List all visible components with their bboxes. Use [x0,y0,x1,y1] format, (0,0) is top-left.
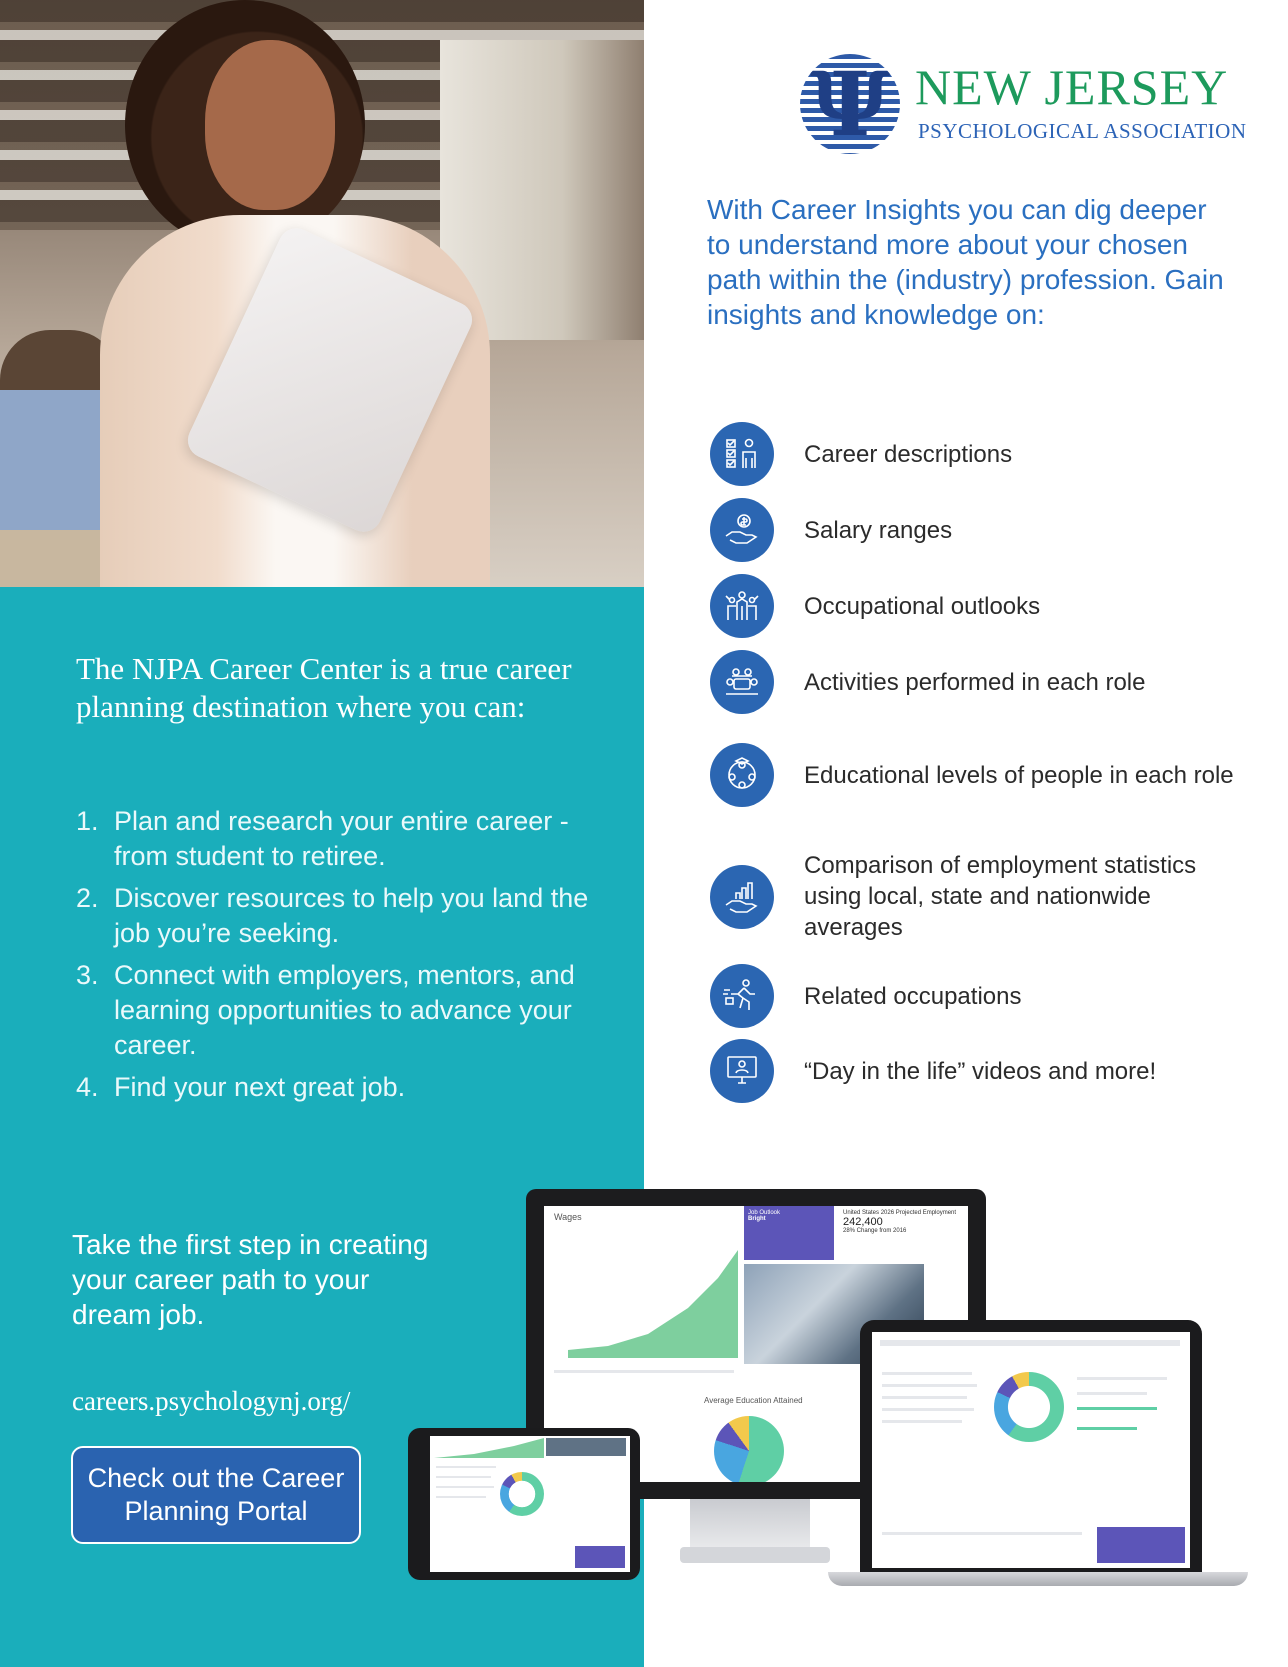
feature-label: Career descriptions [804,440,1013,468]
people-group-icon [710,574,774,638]
tablet-screen [430,1436,630,1572]
text-line [882,1420,962,1423]
education-title: Average Education Attained [704,1396,803,1405]
tablet-area-chart [434,1438,544,1458]
laptop-screen [872,1332,1190,1568]
logo-subtitle: PSYCHOLOGICAL ASSOCIATION [918,119,1247,143]
monitor-person-icon [710,1039,774,1103]
step-text: Plan and research your entire career - from student to retiree. [114,806,569,871]
feature-label: Comparison of employment statistics using local, state and nationwide averages [804,852,1197,941]
laptop-mockup [860,1320,1202,1574]
intro-text: With Career Insights you can dig deeper to understand more about your chosen path within the (industry) profession. Gain insights and knowledge on: [707,194,1224,330]
step-number: 2. [76,883,99,913]
step-text: Find your next great job. [114,1072,406,1102]
feature-salary-ranges [710,498,1250,562]
projected-employment-card [839,1206,964,1260]
graduate-circle-icon [710,743,774,807]
education-donut-chart [714,1416,784,1482]
feature-educational-levels [710,743,1250,807]
feature-label: Activities performed in each role [804,668,1146,696]
list-item [76,1070,596,1105]
text-line [436,1486,494,1488]
wages-title: Wages [554,1212,582,1222]
feature-label: “Day in the life” videos and more! [804,1057,1157,1085]
cta-text: Take the first step in creating your career path to your dream job. [72,1229,429,1330]
hero-photo [0,0,644,587]
text-line [882,1532,1082,1535]
coaching-card [1097,1527,1185,1563]
text-line [882,1408,974,1411]
bar-line [1077,1427,1137,1430]
text-line [882,1384,977,1387]
laptop-tabs [880,1340,1180,1346]
text-line [436,1466,496,1468]
list-item [76,881,596,951]
feature-occupational-outlooks [710,574,1250,638]
projected-label: United States 2026 Projected Employment [843,1210,957,1216]
steps-list [76,804,596,1112]
feature-related-occupations [710,964,1250,1028]
outlook-title: Job Outlook [748,1210,781,1216]
divider [554,1370,734,1373]
text-line [1077,1392,1147,1395]
education-donut-chart [994,1372,1064,1442]
feature-label: Occupational outlooks [804,592,1041,620]
photo-woman-face [205,40,335,210]
monitor-base [680,1547,830,1563]
tablet-mockup [408,1428,640,1580]
education-donut-chart [500,1472,544,1516]
career-portal-button[interactable]: Check out the Career Planning Portal [71,1446,361,1544]
hand-chart-icon [710,865,774,929]
feature-day-in-life [710,1039,1250,1103]
tablet-video-strip [546,1438,626,1456]
laptop-base [828,1572,1248,1586]
meeting-table-icon [710,650,774,714]
logo-glyph: Ψ [809,54,891,154]
career-center-heading: The NJPA Career Center is a true career planning destination where you can: [76,651,572,724]
coaching-card [575,1546,625,1568]
feature-employment-comparison [710,850,1250,943]
feature-label: Salary ranges [804,516,953,544]
step-text: Connect with employers, mentors, and learning opportunities to advance your career. [114,960,575,1060]
job-outlook-card [744,1206,834,1260]
text-line [436,1476,491,1478]
logo-name: NEW JERSEY [915,59,1229,115]
checklist-person-icon [710,422,774,486]
step-number: 1. [76,806,99,836]
wages-area-chart [568,1238,738,1358]
text-line [1077,1377,1167,1380]
text-line [882,1372,972,1375]
feature-label: Educational levels of people in each role [804,761,1234,789]
njpa-logo-icon [800,54,900,154]
list-item [76,804,596,874]
text-line [882,1396,967,1399]
feature-label: Related occupations [804,982,1022,1010]
projected-change: 28% Change from 2016 [843,1228,907,1234]
step-text: Discover resources to help you land the job you’re seeking. [114,883,589,948]
bar-line [1077,1407,1157,1410]
feature-career-descriptions [710,422,1250,486]
monitor-stand [690,1499,810,1549]
outlook-value: Bright [748,1216,766,1222]
projected-value: 242,400 [843,1216,883,1228]
text-line [436,1496,486,1498]
portal-url-link[interactable]: careers.psychologynj.org/ [72,1386,351,1416]
hand-coin-icon [710,498,774,562]
list-item [76,958,596,1063]
running-person-icon [710,964,774,1028]
step-number: 3. [76,960,99,990]
step-number: 4. [76,1072,99,1102]
feature-activities [710,650,1250,714]
